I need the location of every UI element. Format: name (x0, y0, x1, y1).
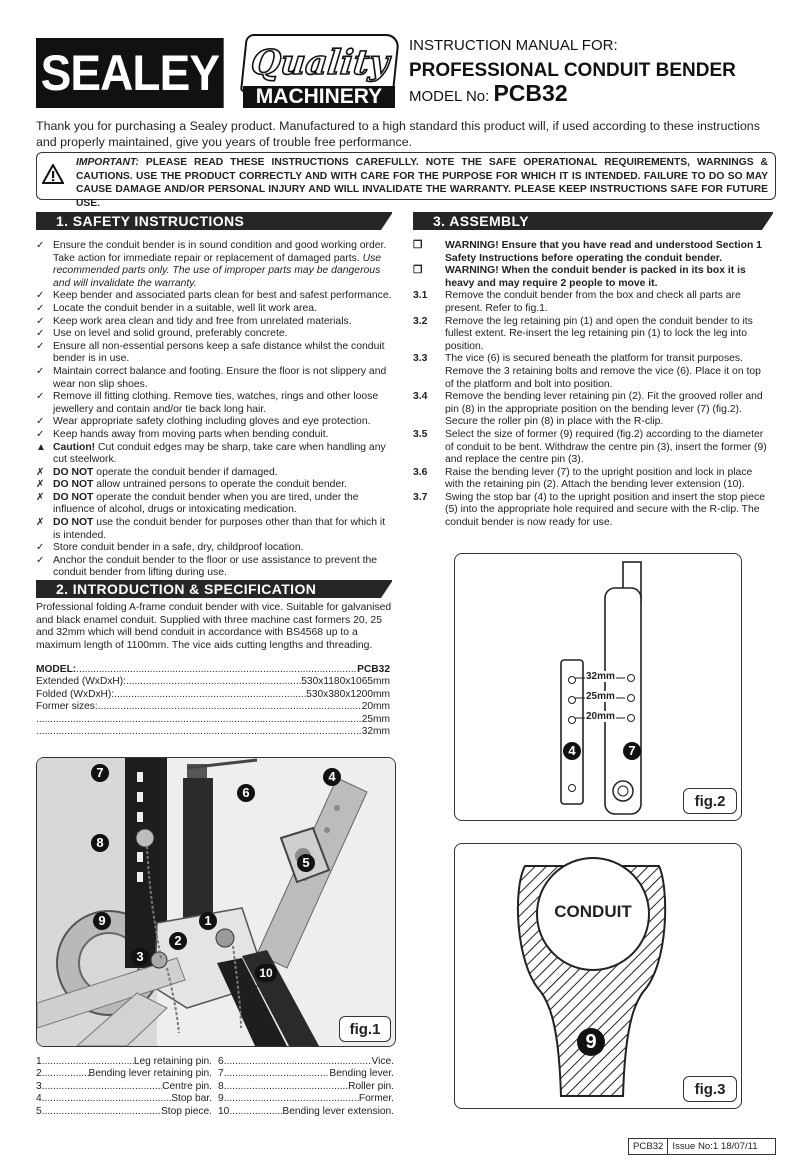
parts-row (36, 1068, 394, 1080)
parts-right (218, 1081, 394, 1093)
fig1-callout-1: 1 (199, 912, 217, 930)
safety-item (36, 341, 392, 366)
spec-label: Extended (WxDxH): (36, 676, 127, 688)
safety-item (36, 429, 392, 442)
assembly-step (413, 316, 769, 354)
parts-row (36, 1081, 394, 1093)
safety-mark: ✗ (36, 517, 45, 529)
fig1-callout-7: 7 (91, 764, 109, 782)
parts-right (218, 1068, 394, 1080)
fig1-illustration (37, 758, 395, 1046)
safety-item (36, 492, 392, 517)
important-text (76, 156, 768, 210)
assembly-step (413, 492, 769, 530)
fig1-callout-9: 9 (93, 912, 111, 930)
safety-mark: ✓ (36, 328, 45, 340)
sealey-logo: SEALEY (36, 38, 224, 108)
spec-value: 530x1180x1065mm (301, 676, 390, 688)
parts-leader (224, 1056, 372, 1068)
fig2-size-20: 20mm (586, 711, 615, 722)
safety-item (36, 517, 392, 542)
spec-leader (76, 664, 357, 676)
parts-left (36, 1068, 212, 1080)
safety-mark: ✓ (36, 416, 45, 428)
parts-leader (42, 1106, 161, 1118)
part-number: 5 (36, 1105, 42, 1117)
fig3-conduit-label: CONDUIT (554, 902, 632, 921)
spec-leader (98, 701, 362, 713)
spec-leader (114, 689, 306, 701)
assembly-text: Swing the stop bar (4) to the upright position and insert the stop piece (5) into the appropriate hole required and secure with the R-clip. The conduit bender is now ready for use. (445, 491, 765, 529)
assembly-step-number: 3.7 (413, 491, 428, 503)
parts-right (218, 1093, 394, 1105)
assembly-step (413, 391, 769, 429)
safety-bold: DO NOT (53, 491, 94, 503)
assembly-text: Remove the leg retaining pin (1) and open the conduit bender to its fullest extent. Re-insert the leg retaining pin (1) to lock the leg into position. (445, 315, 753, 352)
part-number: 4 (36, 1093, 42, 1105)
parts-row (36, 1106, 394, 1118)
safety-mark: ✓ (36, 315, 45, 327)
safety-list (36, 240, 392, 580)
parts-list (36, 1056, 394, 1118)
safety-item (36, 467, 392, 480)
safety-bold: Caution! (53, 441, 96, 453)
safety-item (36, 479, 392, 492)
safety-item (36, 366, 392, 391)
part-name: Bending lever retaining pin. (88, 1068, 212, 1080)
safety-item (36, 442, 392, 467)
spec-row (36, 664, 390, 676)
safety-text: Keep bender and associated parts clean for best and safest performance. (53, 290, 392, 302)
assembly-text: The vice (6) is secured beneath the platform for transit purposes. Remove the 3 retaining bolts and remove the vice (6). Place it on top of the platform and bolt into position. (445, 353, 761, 390)
footer-issue-date: Issue No:1 18/07/11 (672, 1141, 758, 1152)
assembly-text: Raise the bending lever (7) to the upright position and lock in place with the retaining pin (2). Attach the bending lever extension (10). (445, 466, 753, 491)
fig1-callout-3: 3 (131, 948, 149, 966)
assembly-text: Remove the bending lever retaining pin (2). Fit the grooved roller and pin (8) in the appropriate position on the bending lever (7) (fig.2). Secure the roller pin (8) in place with the R-clip. (445, 391, 763, 428)
assembly-step (413, 240, 769, 265)
important-body: PLEASE READ THESE INSTRUCTIONS CAREFULLY. NOTE THE SAFE OPERATIONAL REQUIREMENTS, WARNINGS & CAUTIONS. USE THE PRODUCT CORRECTLY AND WITH CARE FOR THE PURPOSE FOR WHICH IT IS INTENDED. FAILURE TO DO SO MAY CAUSE DAMAGE AND/OR PERSONAL INJURY AND WILL INVALIDATE THE WARRANTY. PLEASE KEEP INSTRUCTIONS SAFE FOR FUTURE USE. (76, 157, 768, 209)
fig1-callout-2: 2 (169, 932, 187, 950)
model-number: PCB32 (493, 80, 568, 106)
fig1-callout-4: 4 (323, 768, 341, 786)
safety-text: allow untrained persons to operate the conduit bender. (93, 479, 347, 491)
safety-item (36, 303, 392, 316)
safety-item (36, 316, 392, 329)
safety-mark: ▲ (36, 441, 46, 453)
part-name: Leg retaining pin. (133, 1056, 212, 1067)
part-name: Bending lever extension. (282, 1105, 394, 1117)
safety-text: Maintain correct balance and footing. Ensure the floor is not slippery and wear non slip shoes. (53, 365, 387, 390)
spec-label: MODEL: (36, 664, 77, 675)
intro-text: Professional folding A-frame conduit bender with vice. Suitable for galvanised and black enamel conduit. Supplied with three machine cast formers 20, 25 and 32mm which will bend conduit in accordance with BS4568 up to a maximum length of 1100mm. The vice aids cutting lengths and threading. (36, 602, 392, 651)
part-name: Centre pin. (162, 1080, 212, 1092)
quality-logo: Quality (240, 34, 400, 92)
manual-heading: INSTRUCTION MANUAL FOR: (409, 37, 618, 54)
parts-right (218, 1056, 394, 1068)
assembly-step (413, 290, 769, 315)
part-name: Bending lever. (329, 1068, 394, 1080)
spec-row (36, 689, 390, 701)
assembly-step-number: 3.1 (413, 290, 428, 302)
part-number: 1 (36, 1056, 42, 1067)
assembly-step-number: 3.5 (413, 428, 428, 440)
assembly-step-number: ❒ (413, 240, 423, 251)
parts-leader (224, 1068, 330, 1080)
safety-mark: ✓ (36, 302, 45, 314)
assembly-step-number: 3.6 (413, 466, 428, 478)
parts-leader (224, 1093, 359, 1105)
fig2-label: fig.2 (683, 788, 737, 814)
fig3-callout-9: 9 (577, 1028, 605, 1056)
spec-leader (126, 676, 301, 688)
safety-item (36, 290, 392, 303)
parts-leader (224, 1081, 348, 1093)
fig2-callout-7: 7 (623, 742, 641, 760)
safety-mark: ✓ (36, 340, 45, 352)
assembly-step-number: 3.4 (413, 391, 428, 403)
parts-leader (229, 1106, 282, 1118)
model-line (409, 80, 568, 107)
spec-row (36, 714, 390, 726)
fig3-illustration (455, 844, 741, 1108)
safety-bold: DO NOT (53, 517, 94, 529)
footer-issue (628, 1138, 776, 1155)
model-label: MODEL No: (409, 88, 490, 105)
fig2-size-25: 25mm (586, 691, 615, 702)
part-number: 7 (218, 1068, 224, 1080)
safety-text: Keep hands away from moving parts when bending conduit. (53, 428, 329, 440)
assembly-warning: WARNING! When the conduit bender is packed in its box it is heavy and may require 2 people to move it. (445, 265, 746, 289)
safety-text: Anchor the conduit bender to the floor or use assistance to prevent the conduit bender from lifting during use. (53, 554, 378, 579)
spec-value: 530x380x1200mm (306, 688, 390, 700)
assembly-step-number: ❒ (413, 265, 423, 277)
safety-mark: ✓ (36, 428, 45, 440)
spec-table (36, 664, 390, 738)
part-number: 6 (218, 1056, 224, 1067)
safety-text: use the conduit bender for purposes other than that for which it is intended. (53, 517, 386, 541)
safety-text: Store conduit bender in a safe, dry, childproof location. (53, 542, 304, 554)
safety-item (36, 555, 392, 580)
fig1-label: fig.1 (339, 1016, 391, 1042)
part-number: 2 (36, 1068, 42, 1080)
spec-value: 25mm (361, 713, 390, 725)
spec-leader (36, 726, 362, 738)
fig2-panel (454, 553, 742, 821)
assembly-step (413, 265, 769, 290)
assembly-warning: WARNING! Ensure that you have read and understood Section 1 Safety Instructions before operating the conduit bender. (445, 240, 762, 264)
fig3-panel (454, 843, 742, 1109)
part-number: 9 (218, 1093, 224, 1105)
assembly-text: Remove the conduit bender from the box and check all parts are present. Refer to fig.1. (445, 290, 741, 314)
part-name: Vice. (371, 1056, 394, 1067)
safety-mark: ✗ (36, 466, 45, 478)
parts-leader (42, 1093, 172, 1105)
assembly-step (413, 467, 769, 492)
safety-text: Wear appropriate safety clothing including gloves and eye protection. (53, 416, 371, 428)
section-intro-heading: 2. INTRODUCTION & SPECIFICATION (36, 580, 392, 598)
fig1-callout-5: 5 (297, 854, 315, 872)
parts-row (36, 1056, 394, 1068)
machinery-logo: MACHINERY (243, 86, 395, 108)
fig2-callout-4: 4 (563, 742, 581, 760)
parts-left (36, 1106, 212, 1118)
part-number: 10 (218, 1105, 230, 1117)
safety-bold: DO NOT (53, 466, 94, 478)
fig3-label: fig.3 (683, 1076, 737, 1102)
assembly-step (413, 353, 769, 391)
safety-mark: ✓ (36, 542, 45, 554)
safety-mark: ✓ (36, 240, 45, 251)
safety-item (36, 328, 392, 341)
safety-text: Ensure the conduit bender is in sound condition and good working order. Take action for immediate repair or replacement of damaged parts. (53, 240, 387, 264)
section-assembly-heading: 3. ASSEMBLY (413, 212, 773, 230)
safety-item (36, 391, 392, 416)
spec-value: 32mm (361, 726, 390, 738)
spec-row (36, 676, 390, 688)
parts-left (36, 1081, 212, 1093)
spec-value: PCB32 (357, 664, 390, 675)
thank-you-text: Thank you for purchasing a Sealey product. Manufactured to a high standard this product will, if used according to these instructions and properly maintained, give you years of trouble free performance. (36, 119, 760, 149)
part-name: Stop bar. (171, 1093, 212, 1105)
assembly-step (413, 429, 769, 467)
fig1-callout-8: 8 (91, 834, 109, 852)
important-lead: IMPORTANT: (76, 157, 139, 168)
assembly-text: Select the size of former (9) required (fig.2) according to the diameter of conduit to be bent. Withdraw the centre pin (3), insert the former (9) and replace the centre pin (3). (445, 428, 767, 466)
safety-mark: ✓ (36, 365, 45, 377)
safety-item (36, 416, 392, 429)
safety-text: Cut conduit edges may be sharp, take care when handling any cut steelwork. (53, 441, 386, 466)
footer-model: PCB32 (629, 1139, 668, 1154)
section-safety-heading: 1. SAFETY INSTRUCTIONS (36, 212, 392, 230)
parts-right (218, 1106, 394, 1118)
safety-mark: ✗ (36, 491, 45, 503)
safety-mark: ✗ (36, 479, 45, 491)
safety-text: Locate the conduit bender in a suitable, well lit work area. (53, 302, 317, 314)
safety-bold: DO NOT (53, 479, 94, 491)
safety-text: Remove ill fitting clothing. Remove ties, watches, rings and other loose jewellery and contain and/or tie back long hair. (53, 391, 379, 415)
spec-label: Folded (WxDxH): (36, 688, 115, 700)
parts-row (36, 1093, 394, 1105)
part-number: 3 (36, 1080, 42, 1092)
part-number: 8 (218, 1080, 224, 1092)
safety-text: Use on level and solid ground, preferably concrete. (53, 328, 288, 340)
fig1-callout-6: 6 (237, 784, 255, 802)
safety-italic: Use recommended parts only. The use of improper parts may be dangerous and will invalidate the warranty. (53, 252, 382, 289)
spec-value: 20mm (361, 701, 390, 713)
assembly-step-number: 3.3 (413, 353, 428, 365)
safety-mark: ✓ (36, 391, 45, 403)
spec-row (36, 701, 390, 713)
safety-text: Ensure all non-essential persons keep a safe distance whilst the conduit bender is in use. (53, 340, 385, 365)
fig2-illustration (455, 554, 741, 820)
safety-text: Keep work area clean and tidy and free from unrelated materials. (53, 315, 352, 327)
spec-leader (36, 714, 362, 726)
parts-left (36, 1093, 212, 1105)
spec-row (36, 726, 390, 738)
part-name: Former. (358, 1093, 394, 1105)
parts-leader (42, 1056, 134, 1068)
safety-text: operate the conduit bender when you are tired, under the influence of alcohol, drugs or intoxicating medication. (53, 491, 359, 516)
safety-mark: ✓ (36, 290, 45, 302)
warning-triangle-icon (42, 164, 64, 184)
fig2-size-32: 32mm (586, 671, 615, 682)
product-title: PROFESSIONAL CONDUIT BENDER (409, 60, 736, 81)
safety-mark: ✓ (36, 554, 45, 566)
parts-leader (42, 1081, 162, 1093)
safety-text: operate the conduit bender if damaged. (93, 466, 278, 478)
part-name: Roller pin. (348, 1080, 394, 1092)
fig1-panel (36, 757, 396, 1047)
assembly-step-number: 3.2 (413, 315, 428, 327)
parts-left (36, 1056, 212, 1068)
safety-item (36, 542, 392, 555)
part-name: Stop piece. (161, 1105, 212, 1117)
spec-label: Former sizes: (36, 701, 98, 713)
safety-item (36, 240, 392, 290)
parts-leader (42, 1068, 89, 1080)
fig1-callout-10: 10 (255, 964, 277, 982)
assembly-list (413, 240, 769, 530)
